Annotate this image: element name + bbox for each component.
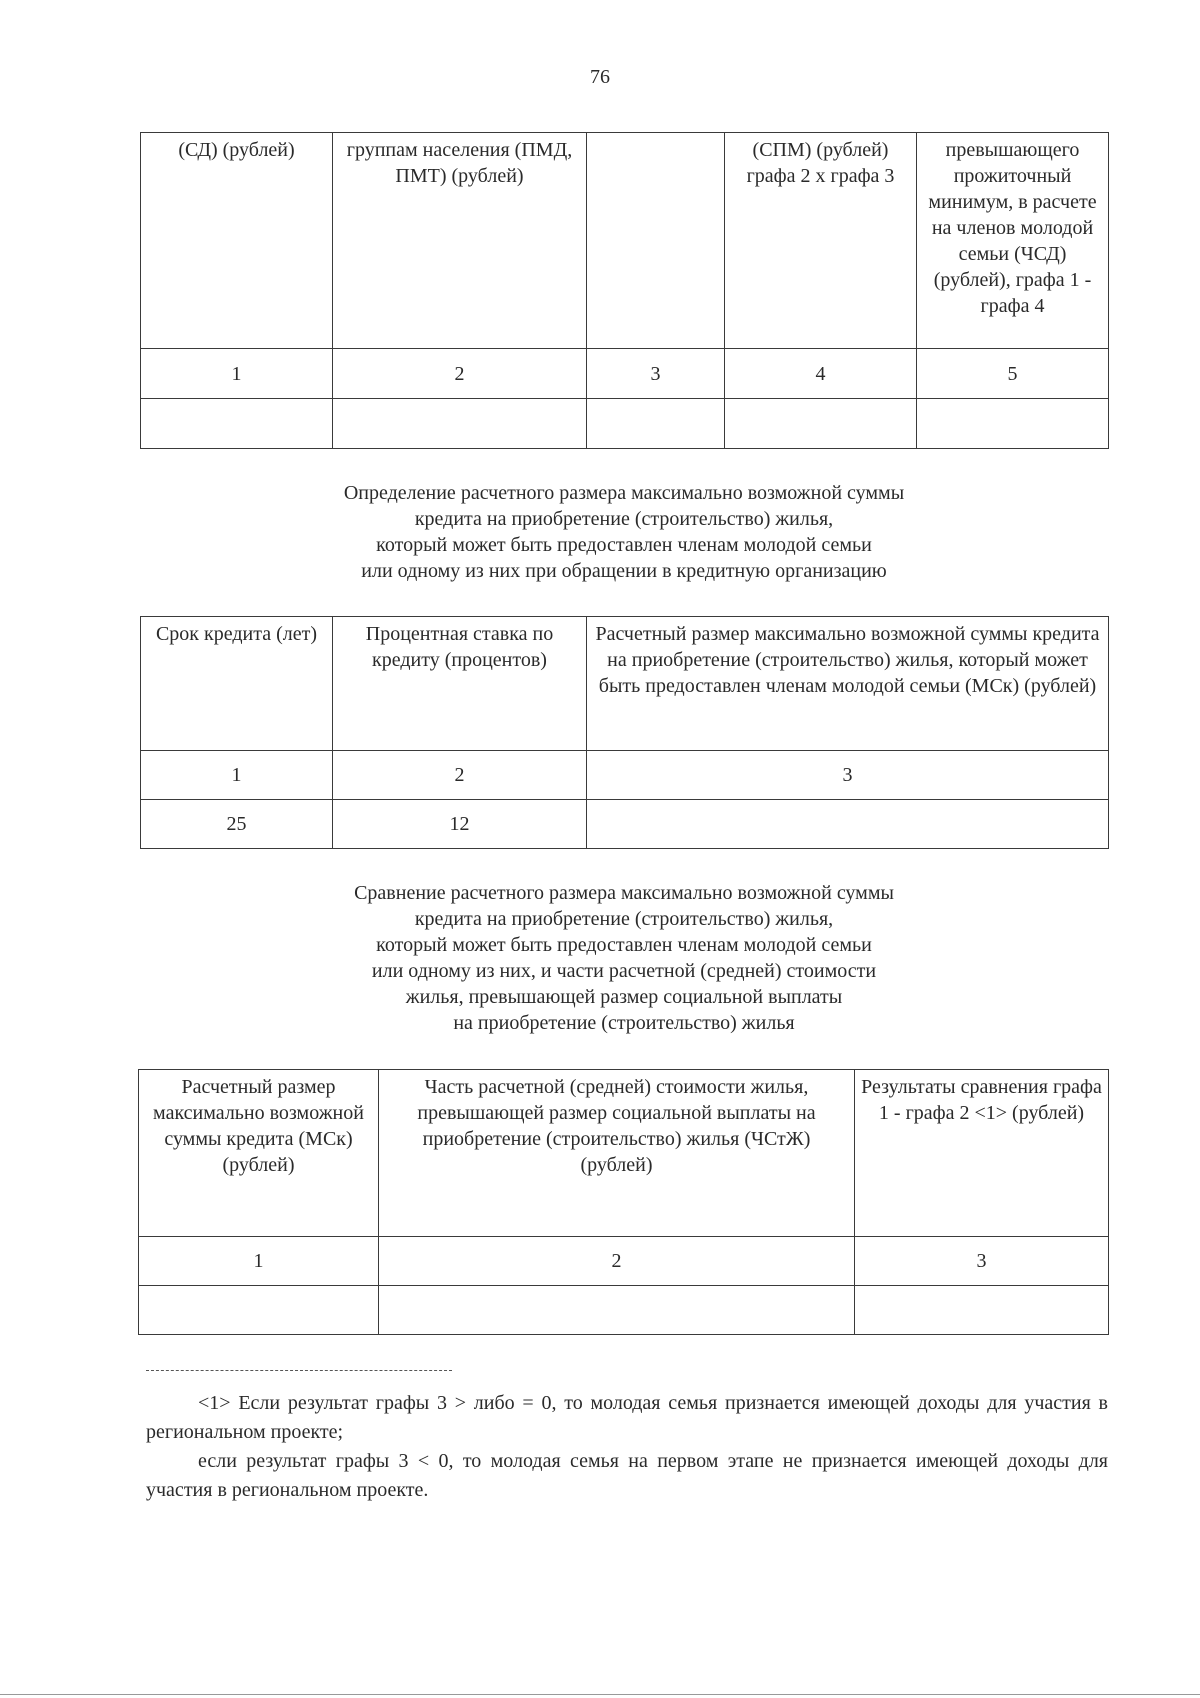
section-heading-credit [140,480,1108,584]
heading-line: или одному из них при обращении в кредитную организацию [361,560,887,582]
data-cell [379,1286,855,1335]
income-table [140,132,1109,449]
header-cell: Срок кредита (лет) [141,617,333,751]
data-cell [587,399,725,449]
column-number: 3 [587,349,725,399]
heading-line: или одному из них, и части расчетной (средней) стоимости [371,960,877,982]
data-cell [855,1286,1109,1335]
heading-line: жилья, превышающей размер социальной выплаты [405,986,843,1008]
data-cell [139,1286,379,1335]
data-cell [141,399,333,449]
data-cell [725,399,917,449]
header-cell: (СПМ) (рублей) графа 2 х графа 3 [725,133,917,349]
column-number-row [141,349,1109,399]
header-cell: группам населения (ПМД, ПМТ) (рублей) [333,133,587,349]
column-number: 2 [333,751,587,800]
header-cell: превышающего прожиточный минимум, в расчете на членов молодой семьи (ЧСД) (рублей), графа 1 - графа 4 [917,133,1109,349]
heading-line: Сравнение расчетного размера максимально возможной суммы [354,882,894,904]
column-number: 1 [139,1237,379,1286]
table-row [141,399,1109,449]
column-number: 2 [333,349,587,399]
page-number: 76 [590,66,610,88]
heading-line: который может быть предоставлен членам молодой семьи [376,934,872,956]
column-number: 1 [141,751,333,800]
column-number: 1 [141,349,333,399]
column-number: 3 [587,751,1109,800]
heading-line: кредита на приобретение (строительство) жилья, [414,508,834,530]
table-header-row [141,133,1109,349]
credit-table [140,616,1109,849]
header-cell: Расчетный размер максимально возможной суммы кредита на приобретение (строительство) жилья, который может быть предоставлен членам молодой семьи (МСк) (рублей) [587,617,1109,751]
footnote-separator [146,1370,452,1371]
header-cell: Процентная ставка по кредиту (процентов) [333,617,587,751]
credit-term-cell: 25 [141,800,333,849]
table-header-row [139,1070,1109,1237]
table-header-row [141,617,1109,751]
section-heading-comparison [140,880,1108,1036]
data-cell [917,399,1109,449]
footnote-text: <1> Если результат графы 3 > либо = 0, то молодая семья признается имеющей доходы для участия в региональном проекте; [146,1392,1108,1443]
data-cell [333,399,587,449]
header-cell: (СД) (рублей) [141,133,333,349]
footnote-1 [146,1389,1108,1505]
header-cell [587,133,725,349]
column-number-row [139,1237,1109,1286]
footnote-text: если результат графы 3 < 0, то молодая семья на первом этапе не признается имеющей доходы для участия в региональном проекте. [146,1450,1108,1501]
comparison-table [138,1069,1109,1335]
data-cell [587,800,1109,849]
table-row [141,800,1109,849]
header-cell: Часть расчетной (средней) стоимости жилья, превышающей размер социальной выплаты на приобретение (строительство) жилья (ЧСтЖ) (рублей) [379,1070,855,1237]
interest-rate-cell: 12 [333,800,587,849]
column-number: 3 [855,1237,1109,1286]
column-number-row [141,751,1109,800]
page-edge [0,1694,1200,1695]
header-cell: Результаты сравнения графа 1 - графа 2 <1> (рублей) [855,1070,1109,1237]
column-number: 5 [917,349,1109,399]
heading-line: который может быть предоставлен членам молодой семьи [376,534,872,556]
column-number: 2 [379,1237,855,1286]
heading-line: Определение расчетного размера максимально возможной суммы [343,482,905,504]
heading-line: на приобретение (строительство) жилья [453,1012,795,1034]
column-number: 4 [725,349,917,399]
table-row [139,1286,1109,1335]
header-cell: Расчетный размер максимально возможной суммы кредита (МСк) (рублей) [139,1070,379,1237]
heading-line: кредита на приобретение (строительство) жилья, [414,908,834,930]
